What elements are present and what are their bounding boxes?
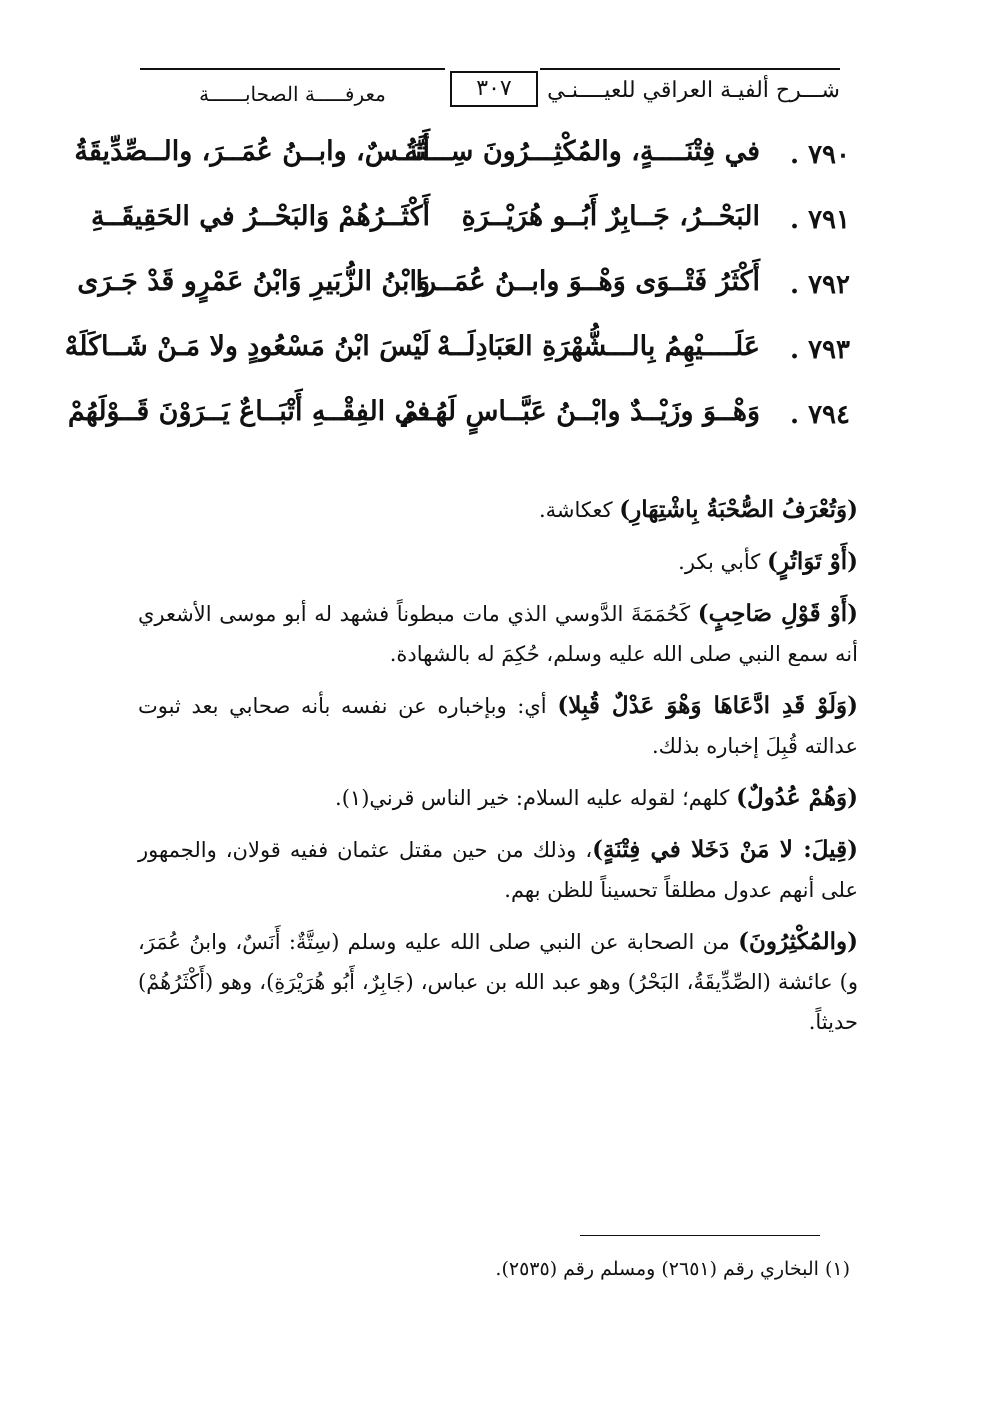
commentary-paragraph (138, 830, 858, 910)
quoted-verse-text: (أَوْ قَوْلِ صَاحِبٍ) (697, 600, 858, 627)
footnote-divider (580, 1235, 820, 1236)
verse-row (77, 258, 850, 323)
commentary-paragraph (138, 490, 858, 530)
verse-row (67, 388, 850, 453)
commentary-text: ، وذلك من حين مقتل عثمان ففيه قولان، والجمهور على أنهم عدول مطلقاً تحسيناً للظن بهم. (138, 838, 858, 902)
commentary-text: كأبي بكر. (678, 550, 767, 574)
commentary-paragraph (138, 542, 858, 582)
verse-second-hemistich: في الفِقْــهِ أَتْبَــاعٌ يَــرَوْنَ قَــوْلَهُمْ (67, 396, 430, 427)
commentary-body (138, 490, 858, 1054)
verse-number: ٧٩٣ . (789, 335, 850, 365)
quoted-verse-text: (والمُكْثِرُونَ) (738, 928, 858, 955)
commentary-paragraph (138, 686, 858, 766)
verse-number: ٧٩٤ . (789, 400, 850, 430)
chapter-title: معرفـــــة الصحابــــــة (140, 68, 445, 112)
verse-number: ٧٩٠ . (789, 140, 850, 170)
commentary-text: أي: وبإخباره عن نفسه بأنه صحابي بعد ثبوت عدالته قُبِلَ إخباره بذلك. (138, 694, 858, 758)
commentary-text: من الصحابة عن النبي صلى الله عليه وسلم (سِتَّةٌ: أَنَسٌ، وابنُ عُمَرَ، و) عائشة (الصِّدِّيقَةُ، البَحْرُ) وهو عبد الله بن عباس، (جَابِرٌ، أَبُو هُرَيْرَةِ)، وهو (أَكْثَرُهُمْ) حديثاً. (138, 930, 858, 1034)
commentary-paragraph (138, 778, 858, 818)
verse-first-hemistich: في فِتْنَــــةٍ، والمُكْثِـــرُونَ سِـــتَّةُ (404, 136, 760, 167)
verse-first-hemistich: عَلَــــيْهِمُ بِالـــشُّهْرَةِ العَبَادِلَــهْ (437, 331, 760, 362)
book-title: شـــرح ألفيـة العراقي للعيــــنـي (540, 68, 840, 112)
quoted-verse-text: (وَلَوْ قَدِ ادَّعَاهَا وَهْوَ عَدْلٌ قُبِلا) (557, 692, 858, 719)
verse-second-hemistich: لَيْسَ ابْنُ مَسْعُودٍ ولا مَـنْ شَــاكَلَهْ (64, 331, 430, 362)
page-number: ٣٠٧ (450, 71, 538, 107)
commentary-text: كَحُمَمَةَ الدَّوسي الذي مات مبطوناً فشهد له أبو موسى الأشعري أنه سمع النبي صلى الله عليه وسلم، حُكِمَ له بالشهادة. (138, 602, 858, 666)
commentary-text: كلهم؛ لقوله عليه السلام: خير الناس قرني(١). (335, 786, 737, 810)
page-header (140, 68, 840, 112)
verse-second-hemistich: أَكْثَــرُهُمْ وَالبَحْــرُ في الحَقِيقَــةِ (90, 201, 430, 232)
quoted-verse-text: (وَهُمْ عُدُولٌ) (736, 784, 858, 811)
verse-row (74, 128, 850, 193)
commentary-text: كعكاشة. (538, 498, 620, 522)
commentary-paragraph (138, 594, 858, 674)
verse-number: ٧٩٢ . (789, 270, 850, 300)
verse-row (90, 193, 850, 258)
quoted-verse-text: (أَوْ تَوَاتُرٍ) (766, 548, 858, 575)
quoted-verse-text: (قِيلَ: لا مَنْ دَخَلا في فِتْنَةٍ) (592, 836, 858, 863)
verse-block (64, 128, 850, 453)
verse-number: ٧٩١ . (789, 205, 850, 235)
verse-first-hemistich: البَحْــرُ، جَــابِرٌ أَبُــو هُرَيْــرَةِ (461, 201, 760, 232)
commentary-paragraph (138, 922, 858, 1042)
verse-second-hemistich: وَابْنُ الزُّبَيرِ وَابْنُ عَمْرٍو قَدْ جَـرَى (77, 266, 430, 297)
quoted-verse-text: (وَتُعْرَفُ الصُّحْبَةُ بِاشْتِهَارِ) (619, 496, 858, 523)
verse-row (64, 323, 850, 388)
footnote: (١) البخاري رقم (٢٦٥١) ومسلم رقم (٢٥٣٥). (495, 1258, 850, 1280)
verse-first-hemistich: أَكْثَرُ فَتْــوَى وَهْــوَ وابــنُ عُمَــرا (415, 266, 760, 297)
verse-first-hemistich: وَهْــوَ وزَيْــدٌ وابْــنُ عَبَّــاسٍ لَهُــمْ (401, 396, 760, 427)
verse-second-hemistich: أَنَــسٌ، وابــنُ عُمَــرَ، والــصِّدِّيقَةُ (74, 136, 430, 167)
